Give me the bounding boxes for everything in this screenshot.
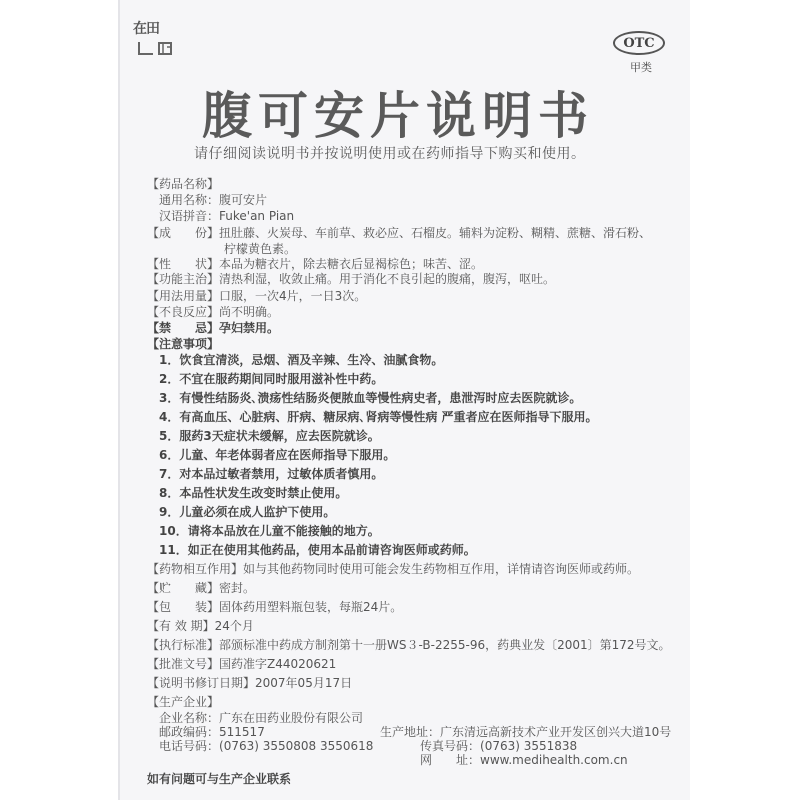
precaution-item: 7．对本品过敏者禁用，过敏体质者慎用。 [159, 467, 384, 481]
validity-row [147, 618, 254, 634]
package-label: 【包 装】 [147, 600, 220, 614]
footer-contact-note: 如有问题可与生产企业联系 [147, 772, 292, 786]
storage-label: 【贮 藏】 [147, 581, 220, 595]
generic-name-label: 通用名称： [159, 193, 220, 207]
generic-name-value: 腹可安片 [219, 193, 268, 207]
phone-label: 电话号码： [159, 739, 220, 753]
precaution-item: 10．请将本品放在儿童不能接触的地方。 [159, 524, 380, 538]
pinyin-value: Fuke'an Pian [219, 209, 295, 223]
company-name-label: 企业名称： [159, 711, 220, 725]
indications-value: 清热利湿，收敛止痛。用于消化不良引起的腹痛，腹泻，呕吐。 [219, 272, 556, 286]
manufacturer-header: 【生产企业】 [147, 695, 220, 709]
page-title: 腹可安片说明书 [202, 87, 594, 145]
appearance-value: 本品为糖衣片，除去糖衣后显褐棕色；味苦、涩。 [219, 257, 484, 271]
precaution-item: 8．本品性状发生改变时禁止使用。 [159, 486, 348, 500]
phone-value: (0763) 3550808 3550618 [219, 739, 374, 753]
website-label: 网 址： [420, 753, 481, 767]
interactions-row [147, 561, 639, 577]
dosage-row [147, 288, 366, 304]
standard-label: 【执行标准】 [147, 638, 220, 652]
approval-value: 国药准字Z44020621 [219, 657, 337, 671]
dosage-value: 口服，一次4片，一日3次。 [219, 289, 367, 303]
ingredients-value: 扭肚藤、火炭母、车前草、救必应、石榴皮。辅料为淀粉、糊精、蔗糖、滑石粉、 [219, 226, 652, 240]
contraindications-value: 孕妇禁用。 [219, 321, 280, 335]
indications-row [147, 271, 555, 287]
precaution-item: 11．如正在使用其他药品，使用本品前请咨询医师或药师。 [159, 543, 476, 557]
website-row [420, 752, 628, 768]
interactions-value: 如与其他药物同时使用可能会发生药物相互作用，详情请咨询医师或药师。 [243, 562, 640, 576]
appearance-row [147, 256, 483, 272]
drug-name-header: 【药品名称】 [147, 177, 220, 191]
precautions-header: 【注意事项】 [147, 337, 220, 351]
company-name-value: 广东在田药业股份有限公司 [219, 711, 364, 725]
precaution-item: 2．不宜在服药期间同时服用滋补性中药。 [159, 372, 384, 386]
postcode-label: 邮政编码： [159, 725, 220, 739]
precaution-item: 6．儿童、年老体弱者应在医师指导下服用。 [159, 448, 396, 462]
validity-value: 24个月 [214, 619, 254, 633]
approval-row [147, 656, 336, 672]
standard-row [147, 637, 671, 653]
generic-name-row [159, 192, 267, 208]
otc-badge: OTC [613, 31, 665, 55]
pinyin-row [159, 208, 294, 224]
appearance-label: 【性 状】 [147, 257, 220, 271]
company-logo [133, 18, 195, 58]
dosage-label: 【用法用量】 [147, 289, 220, 303]
revision-row [147, 675, 352, 691]
package-row [147, 599, 402, 615]
postcode-value: 511517 [219, 725, 265, 739]
validity-label: 【有 效 期】 [147, 619, 215, 633]
logo-mark-icon [137, 40, 181, 56]
precaution-item: 1．饮食宜清淡，忌烟、酒及辛辣、生冷、油腻食物。 [159, 353, 444, 367]
interactions-label: 【药物相互作用】 [147, 562, 244, 576]
precaution-item: 9．儿童必须在成人监护下使用。 [159, 505, 336, 519]
fax-label: 传真号码： [420, 739, 481, 753]
logo-text: 在田 [133, 21, 159, 37]
page-subtitle: 请仔细阅读说明书并按说明使用或在药师指导下购买和使用。 [194, 146, 586, 162]
precaution-item: 5．服药3天症状未缓解，应去医院就诊。 [159, 429, 380, 443]
precaution-item: 4．有高血压、心脏病、肝病、糖尿病､肾病等慢性病 严重者应在医师指导下服用。 [159, 410, 598, 424]
adverse-label: 【不良反应】 [147, 305, 220, 319]
ingredients-continued: 柠檬黄色素。 [224, 242, 297, 256]
contraindications-row [147, 320, 279, 336]
revision-label: 【说明书修订日期】 [147, 676, 256, 690]
fax-value: (0763) 3551838 [480, 739, 578, 753]
contraindications-label: 【禁 忌】 [147, 321, 220, 335]
address-value: 广东清远高新技术产业开发区创兴大道10号 [440, 725, 672, 739]
standard-value: 部颁标准中药成方制剂第十一册WS３-B-2255-96，药典业发〔2001〕第172号文。 [219, 638, 671, 652]
adverse-value: 尚不明确。 [219, 305, 280, 319]
precaution-item: 3．有慢性结肠炎､溃疡性结肠炎便脓血等慢性病史者，患泄泻时应去医院就诊。 [159, 391, 582, 405]
adverse-row [147, 304, 279, 320]
approval-label: 【批准文号】 [147, 657, 220, 671]
pinyin-label: 汉语拼音： [159, 209, 220, 223]
otc-class-label: 甲类 [630, 61, 652, 74]
website-value[interactable]: www.medihealth.com.cn [480, 753, 628, 767]
revision-value: 2007年05月17日 [255, 676, 353, 690]
phone-row [159, 738, 373, 754]
package-value: 固体药用塑料瓶包装，每瓶24片。 [219, 600, 403, 614]
storage-value: 密封。 [219, 581, 256, 595]
address-label: 生产地址： [380, 725, 441, 739]
ingredients-label: 【成 份】 [147, 226, 220, 240]
storage-row [147, 580, 255, 596]
ingredients-row [147, 225, 651, 241]
indications-label: 【功能主治】 [147, 272, 220, 286]
